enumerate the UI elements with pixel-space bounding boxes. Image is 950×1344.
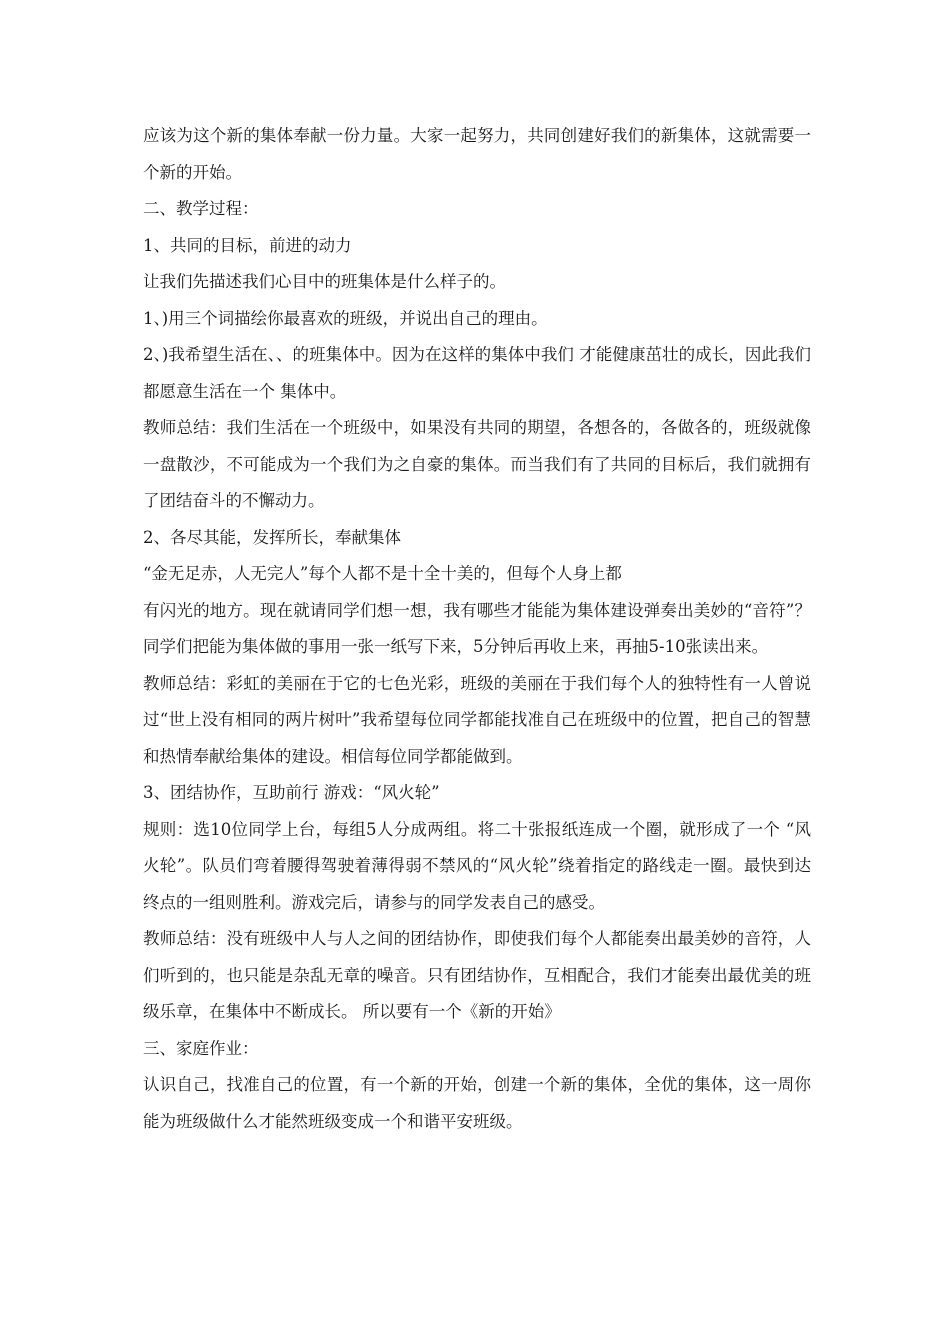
section-heading-teaching-process: 二、教学过程： xyxy=(143,199,259,218)
paragraph-describe-class: 让我们先描述我们心目中的班集体是什么样子的。 xyxy=(143,272,506,291)
paragraph-hope-to-live: 2、)我希望生活在、、的班集体中。因为在这样的集体中我们 才能健康茁壮的成长，因此我们都愿意生活在一个 集体中。 xyxy=(143,345,811,401)
paragraph-homework: 认识自己，找准自己的位置，有一个新的开始，创建一个新的集体，全优的集体，这一周你能为班级做什么才能然班级变成一个和谐平安班级。 xyxy=(143,1075,811,1131)
section-heading-homework: 三、家庭作业： xyxy=(143,1038,259,1058)
paragraph-intro: 应该为这个新的集体奉献一份力量。大家一起努力，共同创建好我们的新集体，这就需要一个新的开始。 xyxy=(143,126,811,182)
paragraph-three-words: 1、)用三个词描绘你最喜欢的班级，并说出自己的理由。 xyxy=(143,308,548,328)
subheading-teamwork-game: 3、团结协作，互助前行 游戏：“风火轮” xyxy=(143,783,440,802)
document-body xyxy=(143,118,811,1140)
paragraph-teacher-summary-2: 教师总结：彩虹的美丽在于它的七色光彩，班级的美丽在于我们每个人的独特性有一人曾说过“世上没有相同的两片树叶”我希望每位同学都能找准自己在班级中的位置，把自己的智慧和热情奉献给集体的建设。相信每位同学都能做到。 xyxy=(143,673,811,766)
paragraph-quote-nobody-perfect: “金无足赤，人无完人”每个人都不是十全十美的，但每个人身上都 xyxy=(143,564,622,583)
paragraph-shining-points: 有闪光的地方。现在就请同学们想一想，我有哪些才能能为集体建设弹奏出美妙的“音符”？同学们把能为集体做的事用一张一纸写下来，5分钟后再收上来，再抽5-10张读出来。 xyxy=(143,600,811,656)
paragraph-teacher-summary-3: 教师总结：没有班级中人与人之间的团结协作，即使我们每个人都能奏出最美妙的音符，人们听到的，也只能是杂乱无章的噪音。只有团结协作，互相配合，我们才能奏出最优美的班级乐章，在集体中不断成长。 所以要有一个《新的开始》 xyxy=(143,929,811,1021)
paragraph-teacher-summary-1: 教师总结：我们生活在一个班级中，如果没有共同的期望，各想各的，各做各的，班级就像一盘散沙，不可能成为一个我们为之自豪的集体。而当我们有了共同的目标后，我们就拥有了团结奋斗的不懈动力。 xyxy=(143,418,811,510)
subheading-each-contribute: 2、各尽其能，发挥所长，奉献集体 xyxy=(143,527,401,547)
paragraph-game-rules: 规则：选10位同学上台，每组5人分成两组。将二十张报纸连成一个圈，就形成了一个 “风火轮”。队员们弯着腰得驾驶着薄得弱不禁风的“风火轮”绕着指定的路线走一圈。最快到达终点的一组则胜利。游戏完后，请参与的同学发表自己的感受。 xyxy=(143,819,811,912)
subheading-common-goal: 1、共同的目标，前进的动力 xyxy=(143,235,352,255)
